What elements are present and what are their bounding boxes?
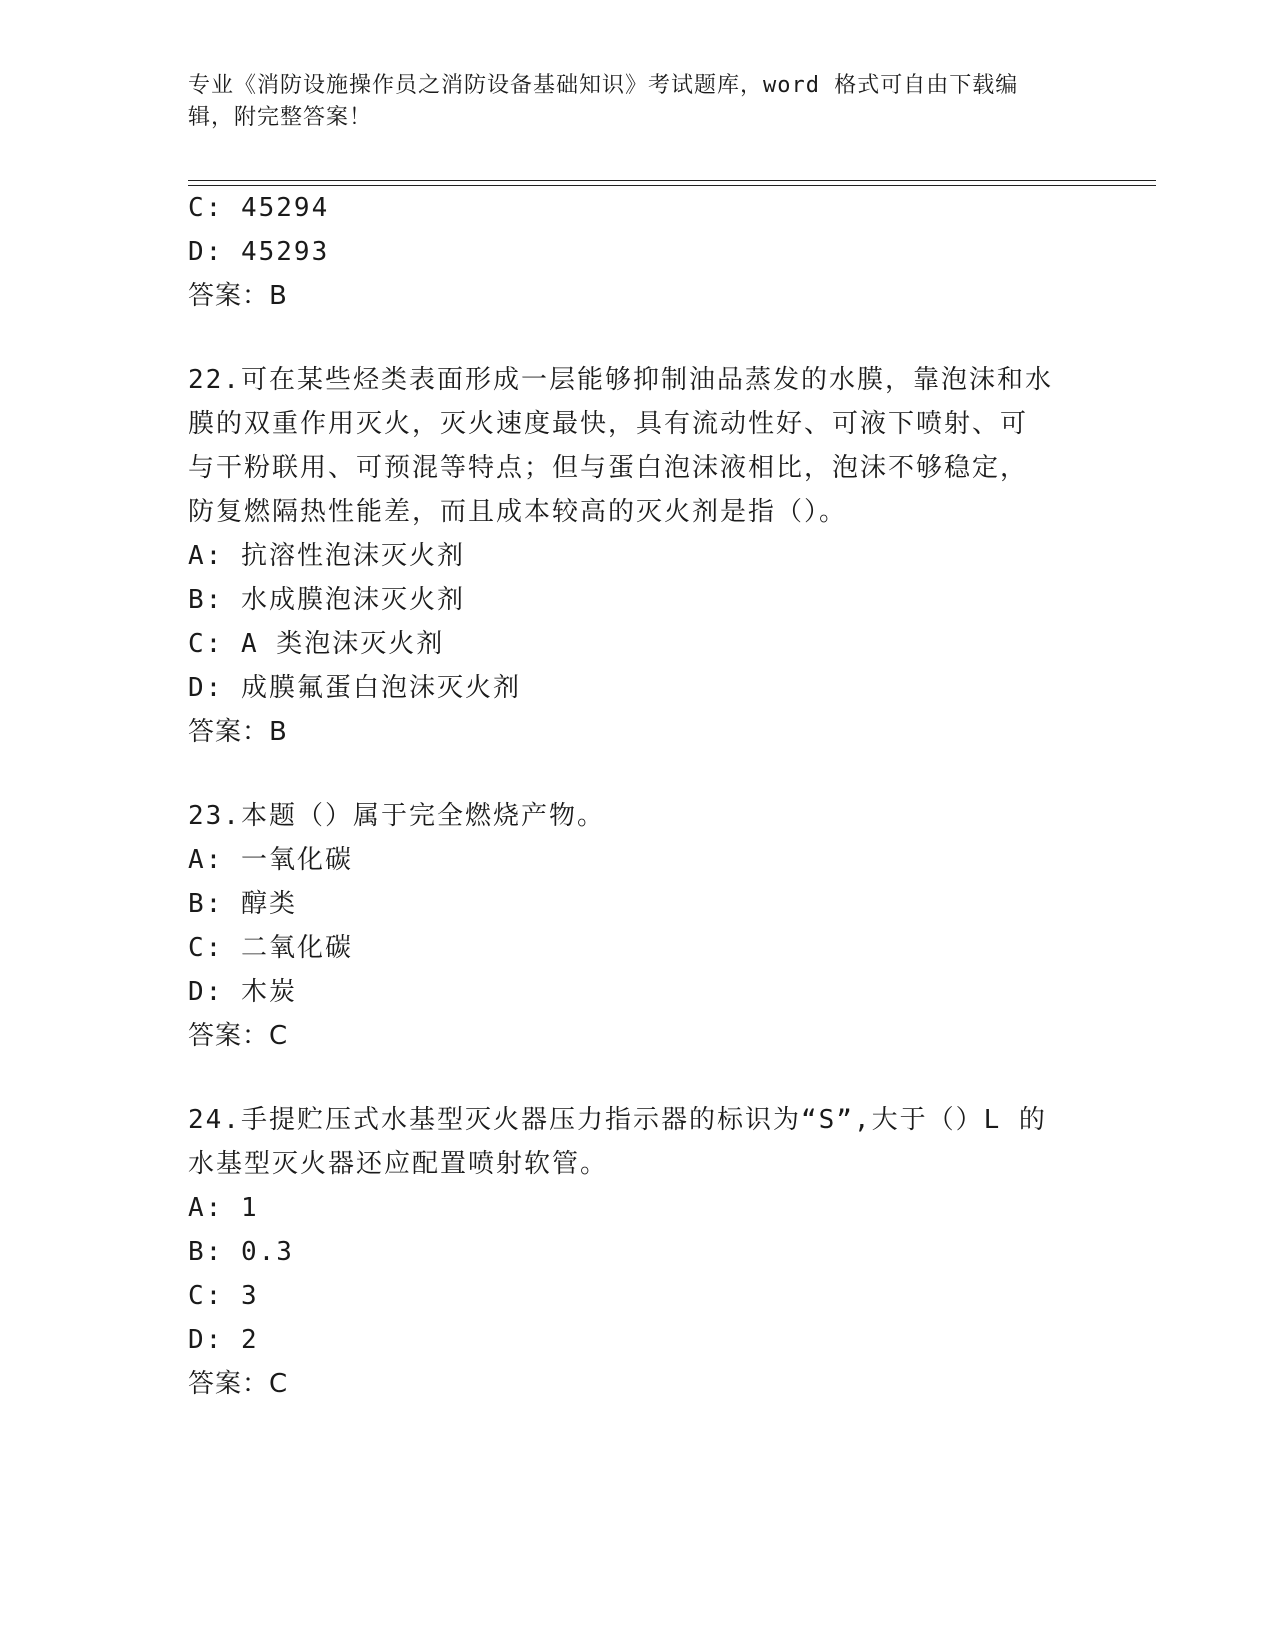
question-24-stem-line-1: 24.手提贮压式水基型灭火器压力指示器的标识为“S”,大于（）L 的 <box>188 1105 1047 1135</box>
question-24-option-a: A: 1 <box>188 1193 259 1223</box>
question-23-option-c: C: 二氧化碳 <box>188 933 353 963</box>
document-header <box>188 70 1088 134</box>
question-24-option-d: D: 2 <box>188 1325 259 1355</box>
question-22-option-d: D: 成膜氟蛋白泡沫灭火剂 <box>188 673 521 703</box>
header-line-1: 专业《消防设施操作员之消防设备基础知识》考试题库，word 格式可自由下载编 <box>188 73 1019 98</box>
question-22-stem-line-2: 膜的双重作用灭火，灭火速度最快，具有流动性好、可液下喷射、可 <box>188 409 1029 439</box>
question-23-option-b: B: 醇类 <box>188 889 297 919</box>
header-divider-bottom <box>188 185 1156 186</box>
question-22-stem-line-3: 与干粉联用、可预混等特点；但与蛋白泡沫液相比，泡沫不够稳定， <box>188 453 1029 483</box>
header-divider-top <box>188 180 1156 181</box>
question-23-option-a: A: 一氧化碳 <box>188 845 353 875</box>
question-23-answer: 答案：C <box>188 1021 289 1051</box>
answer: 答案：B <box>188 281 288 311</box>
question-22-stem-line-4: 防复燃隔热性能差，而且成本较高的灭火剂是指（）。 <box>188 497 848 527</box>
option-d: D: 45293 <box>188 237 330 267</box>
question-22-stem-line-1: 22.可在某些烃类表面形成一层能够抑制油品蒸发的水膜，靠泡沫和水 <box>188 365 1053 395</box>
question-22-option-c: C: A 类泡沫灭火剂 <box>188 629 445 659</box>
header-line-2: 辑，附完整答案！ <box>188 105 373 130</box>
question-24-option-c: C: 3 <box>188 1281 259 1311</box>
question-24-answer: 答案：C <box>188 1369 289 1399</box>
question-23-option-d: D: 木炭 <box>188 977 297 1007</box>
question-24-option-b: B: 0.3 <box>188 1237 294 1267</box>
question-22-option-a: A: 抗溶性泡沫灭火剂 <box>188 541 465 571</box>
question-22-option-b: B: 水成膜泡沫灭火剂 <box>188 585 465 615</box>
question-24-stem-line-2: 水基型灭火器还应配置喷射软管。 <box>188 1149 609 1179</box>
question-22-answer: 答案：B <box>188 717 288 747</box>
question-23-stem-line-1: 23.本题（）属于完全燃烧产物。 <box>188 801 605 831</box>
option-c: C: 45294 <box>188 193 330 223</box>
